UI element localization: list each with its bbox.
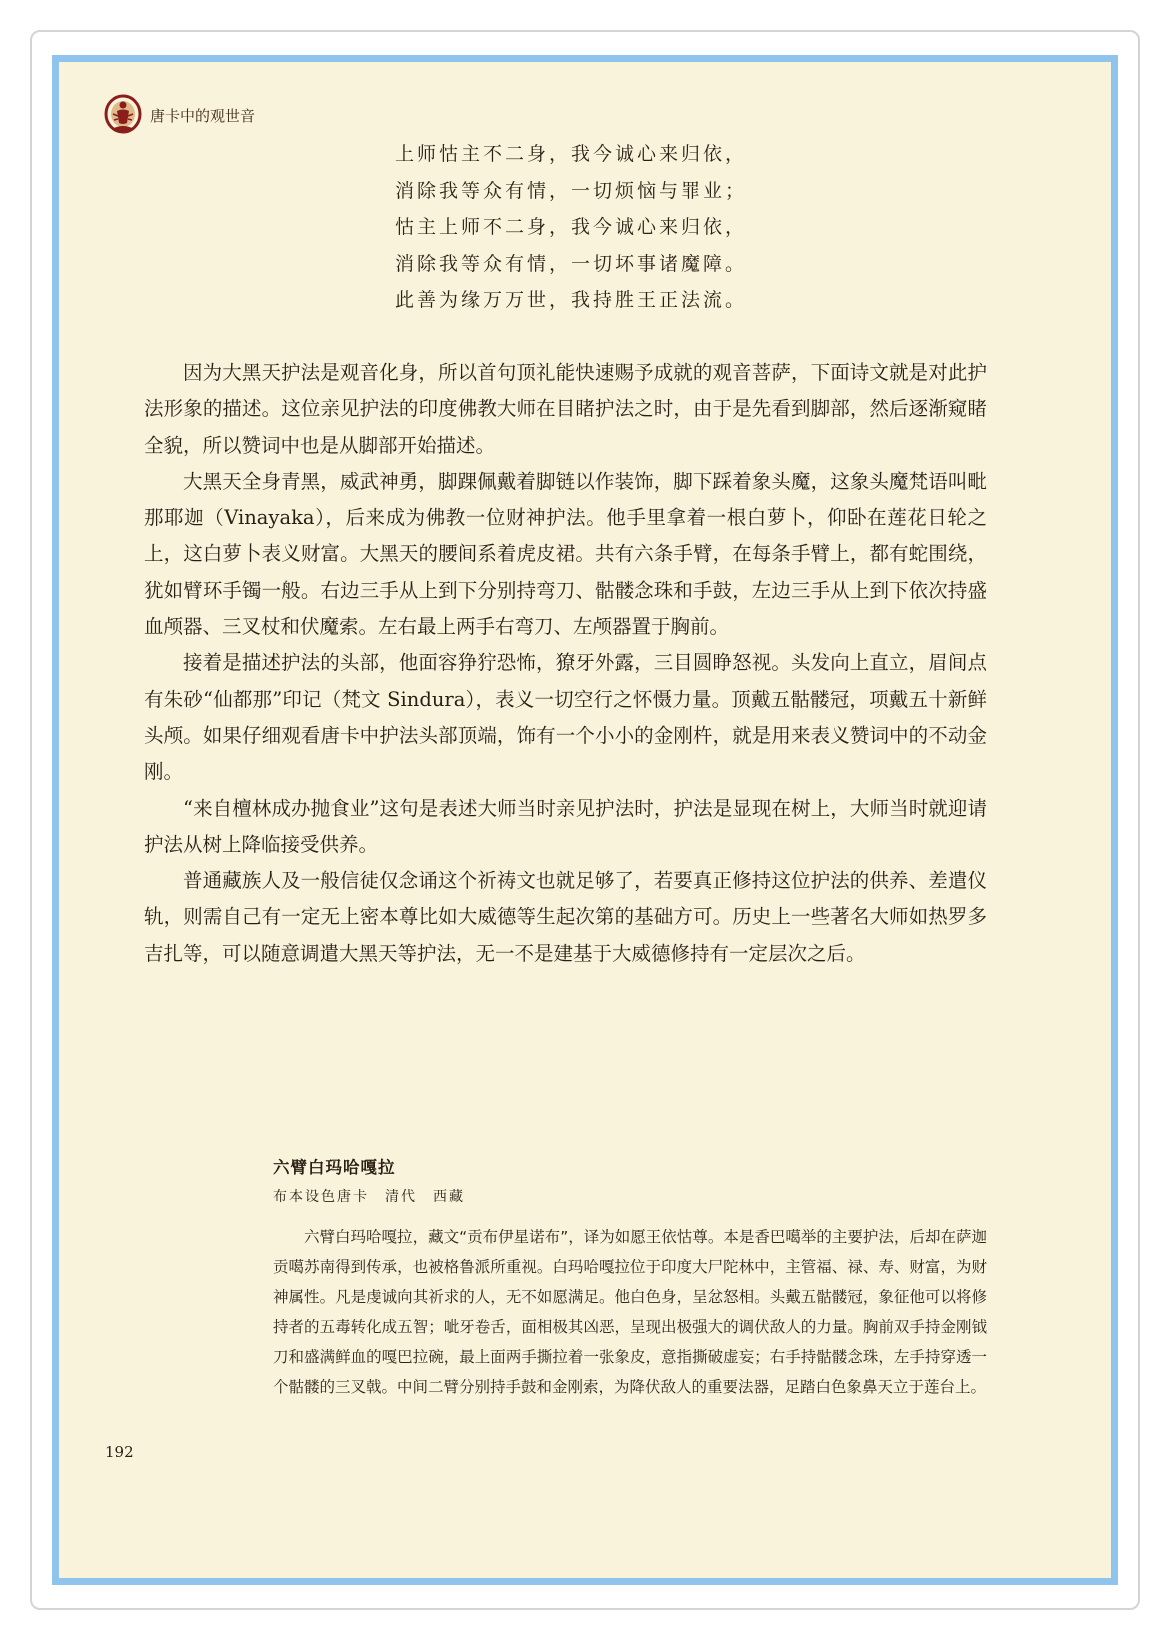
body-text: [144, 355, 987, 972]
verse-line: 怙主上师不二身，我今诚心来归依，: [395, 216, 748, 238]
body-paragraph: “来自檀林成办抛食业”这句是表述大师当时亲见护法时，护法是显现在树上，大师当时就迎请护法从树上降临接受供养。: [144, 796, 987, 856]
caption-title: 六臂白玛哈嘎拉: [273, 1158, 396, 1177]
body-paragraph: 接着是描述护法的头部，他面容狰狞恐怖，獠牙外露，三目圆睁怒视。头发向上直立，眉间点有朱砂“仙都那”印记（梵文 Sindura），表义一切空行之怀慑力量。顶戴五骷髅冠，项戴五十新鲜头颅。如果仔细观看唐卡中护法头部顶端，饰有一个小小的金刚杵，就是用来表义赞词中的不动金刚。: [144, 651, 987, 784]
verse-line: 此善为缘万万世，我持胜王正法流。: [395, 289, 748, 311]
caption-text: 六臂白玛哈嘎拉，藏文“贡布伊星诺布”，译为如愿王依怙尊。本是香巴噶举的主要护法，后却在萨迦贡噶苏南得到传承，也被格鲁派所重视。白玛哈嘎拉位于印度大尸陀林中，主管福、禄、寿、财富，为财神属性。凡是虔诚向其祈求的人，无不如愿满足。他白色身，呈忿怒相。头戴五骷髅冠，象征他可以将修持者的五毒转化成五智；呲牙卷舌，面相极其凶恶，呈现出极强大的调伏敌人的力量。胸前双手持金刚钺刀和盛满鲜血的嘎巴拉碗，最上面两手撕拉着一张象皮，意指撕破虚妄；右手持骷髅念珠，左手持穿透一个骷髅的三叉戟。中间二臂分别持手鼓和金刚索，为降伏敌人的重要法器，足踏白色象鼻天立于莲台上。: [273, 1228, 987, 1396]
figure-caption: [273, 1154, 987, 1402]
header-title: 唐卡中的观世音: [150, 107, 256, 125]
body-paragraph: 普通藏族人及一般信徒仅念诵这个祈祷文也就足够了，若要真正修持这位护法的供养、差遣仪轨，则需自己有一定无上密本尊比如大威德等生起次第的基础方可。历史上一些著名大师如热罗多吉扎等，可以随意调遣大黑天等护法，无一不是建基于大威德修持有一定层次之后。: [144, 869, 987, 965]
caption-subtitle: 布本设色唐卡 清代 西藏: [273, 1189, 465, 1205]
body-paragraph: 大黑天全身青黑，威武神勇，脚踝佩戴着脚链以作装饰，脚下踩着象头魔，这象头魔梵语叫毗那耶迦（Vinayaka），后来成为佛教一位财神护法。他手里拿着一根白萝卜，仰卧在莲花日轮之上，这白萝卜表义财富。大黑天的腰间系着虎皮裙。共有六条手臂，在每条手臂上，都有蛇围绕，犹如臂环手镯一般。右边三手从上到下分别持弯刀、骷髅念珠和手鼓，左边三手从上到下依次持盛血颅器、三叉杖和伏魔索。左右最上两手右弯刀、左颅器置于胸前。: [144, 469, 987, 639]
verse-line: 上师怙主不二身，我今诚心来归依，: [395, 143, 748, 165]
page-number: 192: [105, 1443, 134, 1461]
verse-line: 消除我等众有情，一切坏事诸魔障。: [395, 252, 748, 275]
book-page: [59, 62, 1111, 1578]
verse-block: [395, 136, 995, 319]
verse-line: 消除我等众有情，一切烦恼与罪业；: [395, 179, 748, 202]
body-paragraph: 因为大黑天护法是观音化身，所以首句顶礼能快速赐予成就的观音菩萨，下面诗文就是对此护法形象的描述。这位亲见护法的印度佛教大师在目睹护法之时，由于是先看到脚部，然后逐渐窥睹全貌，所以赞词中也是从脚部开始描述。: [144, 361, 987, 457]
avalokiteshvara-emblem-icon: [103, 94, 143, 142]
